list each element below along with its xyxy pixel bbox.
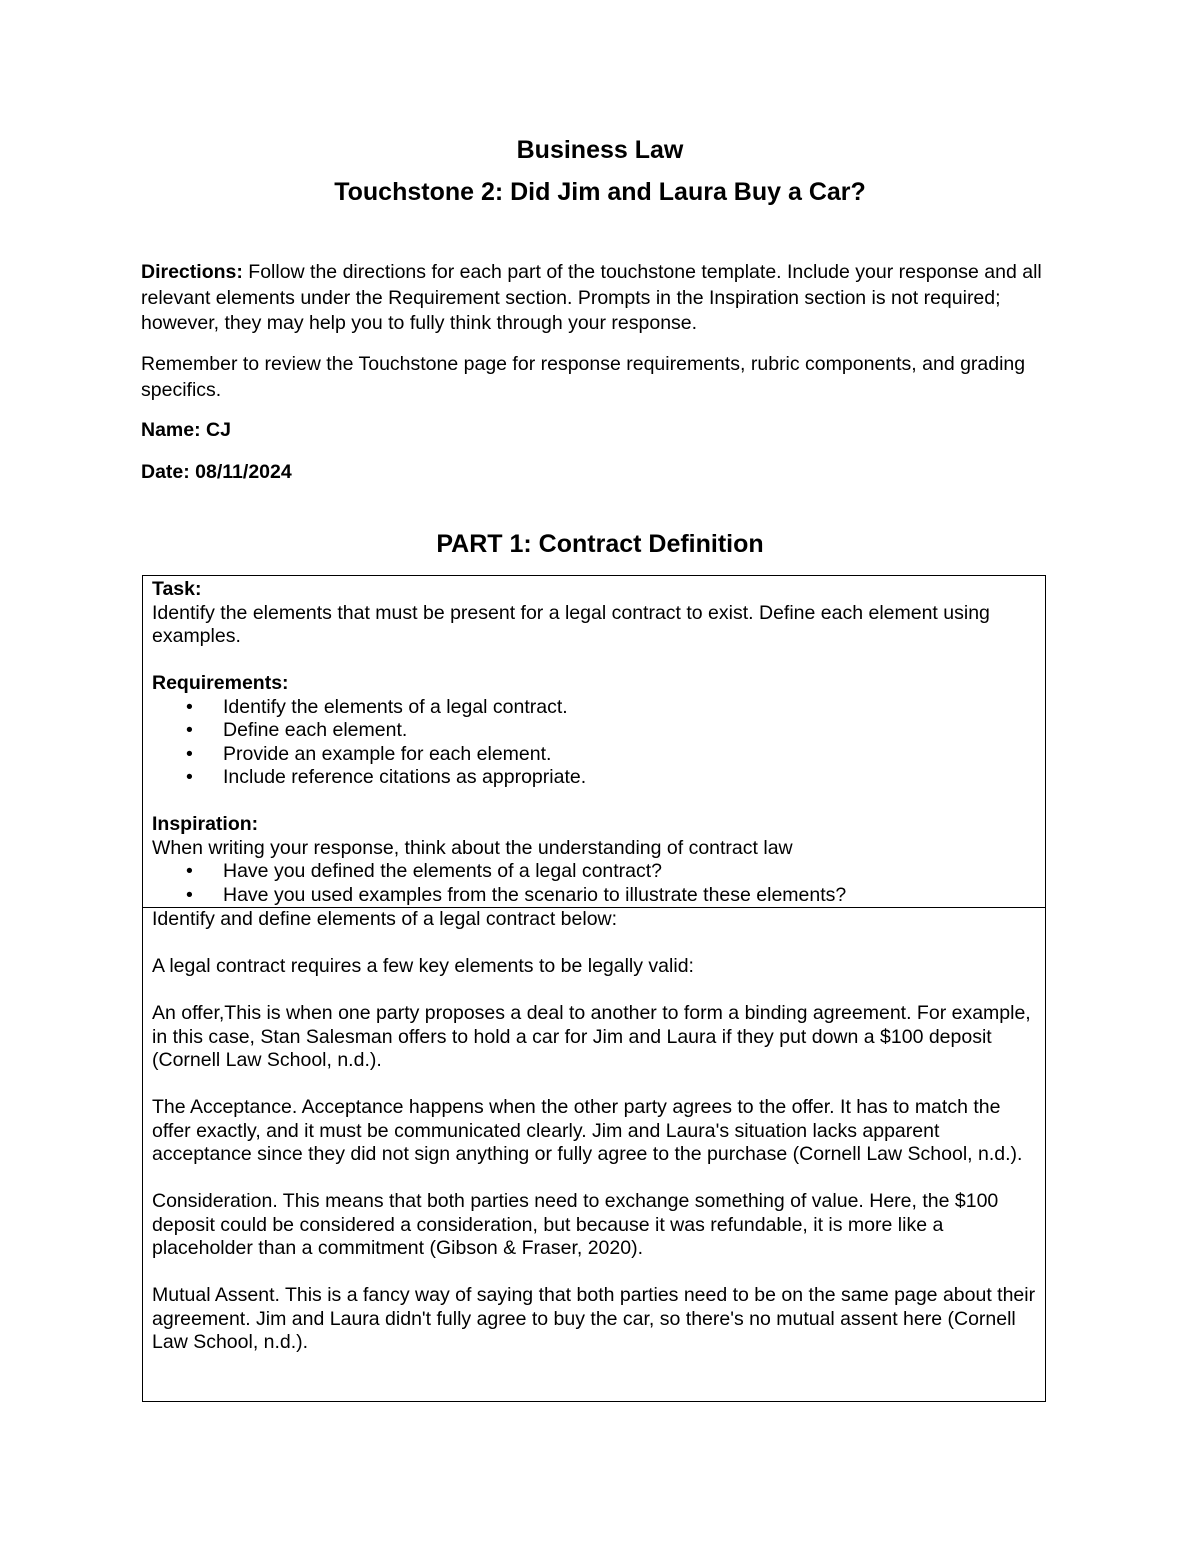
task-label: Task:: [152, 578, 202, 600]
list-item: [152, 719, 1037, 743]
requirement-text: Provide an example for each element.: [223, 742, 552, 765]
response-intro: A legal contract requires a few key elements to be legally valid:: [152, 955, 694, 977]
spacer: [152, 649, 1037, 673]
response-acceptance: The Acceptance. Acceptance happens when the other party agrees to the offer. It has to match the offer exactly, and it must be communicated clearly. Jim and Laura's situation lacks apparent acceptance since they did not sign anything or fully agree to the purchase (Cornell Law School, n.d.).: [152, 1096, 1023, 1165]
bullet-icon: •: [186, 742, 193, 765]
inspiration-item-text: Have you defined the elements of a legal contract?: [223, 860, 663, 882]
spacer: [152, 1261, 1037, 1285]
inspiration-item-text: Have you used examples from the scenario to illustrate these elements?: [223, 883, 847, 906]
response-box: [142, 907, 1046, 1402]
requirements-label: Requirements:: [152, 672, 289, 694]
list-item: [152, 884, 1037, 908]
list-item: [152, 696, 1037, 720]
spacer: [152, 1073, 1037, 1097]
bullet-icon: •: [186, 860, 193, 882]
list-item: [152, 766, 1037, 790]
list-item: [152, 860, 1037, 884]
list-item: [152, 743, 1037, 767]
response-mutual-assent: Mutual Assent. This is a fancy way of saying that both parties need to be on the same page about their agreement. Jim and Laura didn't fully agree to buy the car, so there's no mutual assent here (Cornell Law School, n.d.).: [152, 1284, 1036, 1353]
inspiration-list: [152, 860, 1037, 907]
bullet-icon: •: [186, 719, 193, 741]
directions-label: Directions:: [141, 261, 243, 283]
response-content: [152, 908, 1037, 1355]
spacer: [152, 979, 1037, 1003]
requirement-text: Include reference citations as appropriate.: [223, 766, 587, 788]
inspiration-text: When writing your response, think about the understanding of contract law: [152, 836, 793, 859]
spacer: [152, 790, 1037, 814]
document-subtitle: Touchstone 2: Did Jim and Laura Buy a Car?: [334, 178, 866, 206]
part1-heading: PART 1: Contract Definition: [436, 530, 764, 558]
response-offer: An offer,This is when one party proposes a deal to another to form a binding agreement. For example, in this case, Stan Salesman offers to hold a car for Jim and Laura if they put down a $100 deposit (Cornell Law School, n.d.).: [152, 1002, 1031, 1071]
document-title: Business Law: [516, 136, 684, 164]
task-box-content: [152, 578, 1037, 907]
inspiration-label: Inspiration:: [152, 813, 259, 835]
requirement-text: Define each element.: [223, 719, 408, 741]
bullet-icon: •: [186, 695, 193, 718]
directions-text: Follow the directions for each part of the touchstone template. Include your response and all relevant elements under the Requirement section. Prompts in the Inspiration section is not required; however, they may help you to fully think through your response.: [141, 261, 1042, 334]
task-box: [142, 575, 1046, 909]
requirements-list: [152, 696, 1037, 790]
requirement-text: Identify the elements of a legal contract.: [223, 695, 568, 718]
bullet-icon: •: [186, 883, 193, 906]
spacer: [152, 932, 1037, 956]
bullet-icon: •: [186, 766, 193, 788]
directions-paragraph: [141, 260, 1061, 337]
spacer: [152, 1167, 1037, 1191]
date-line: Date: 08/11/2024: [141, 461, 292, 483]
name-line: Name: CJ: [141, 419, 231, 441]
response-consideration: Consideration. This means that both parties need to exchange something of value. Here, the $100 deposit could be considered a consideration, but because it was refundable, it is more like a placeholder than a commitment (Gibson & Fraser, 2020).: [152, 1190, 999, 1259]
task-text: Identify the elements that must be present for a legal contract to exist. Define each element using examples.: [152, 601, 990, 647]
remember-paragraph: Remember to review the Touchstone page for response requirements, rubric components, and grading specifics.: [141, 353, 1026, 401]
response-prompt: Identify and define elements of a legal contract below:: [152, 908, 618, 930]
